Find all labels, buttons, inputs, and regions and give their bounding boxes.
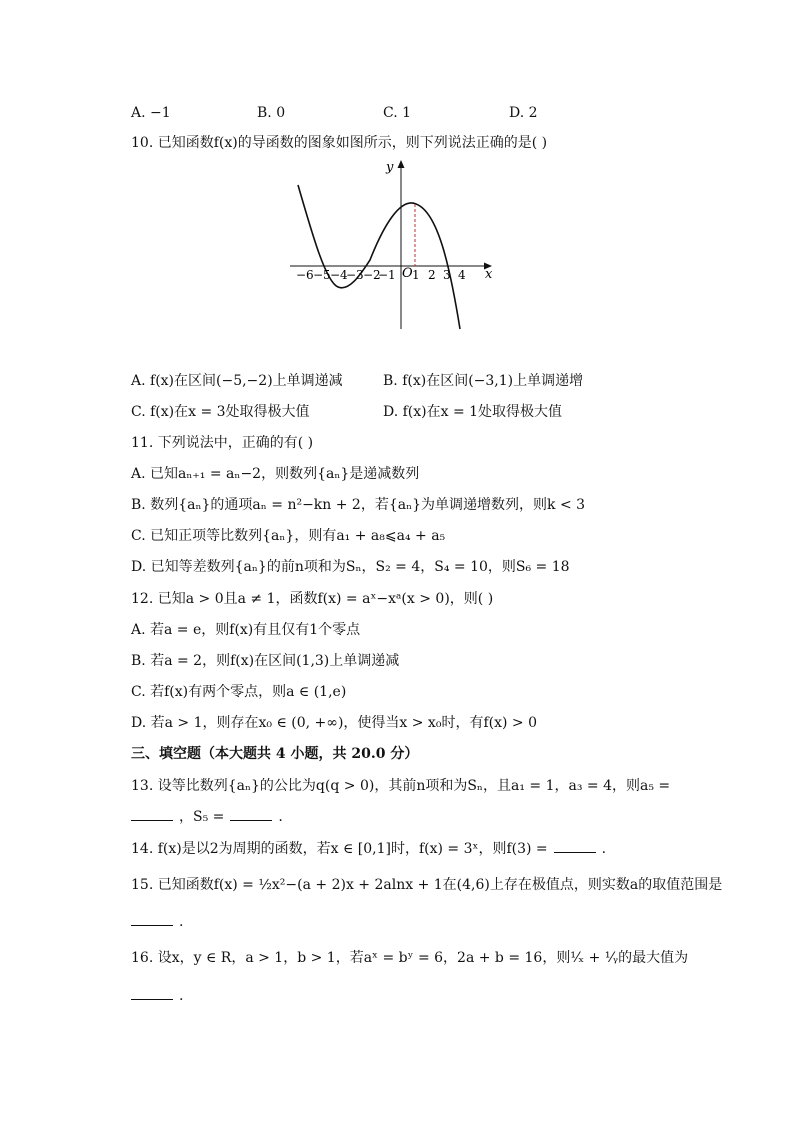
y-axis-label: y bbox=[386, 160, 394, 175]
q10-stem: 10. 已知函数f(x)的导函数的图象如图所示，则下列说法正确的是( ) bbox=[131, 135, 548, 151]
q15-end: . bbox=[179, 914, 184, 930]
tick-label: −3 bbox=[346, 268, 364, 282]
q14-end: . bbox=[601, 841, 607, 857]
q11-option-a: A. 已知aₙ₊₁ = aₙ−2，则数列{aₙ}是递减数列 bbox=[131, 466, 420, 482]
q14-blank[interactable] bbox=[554, 840, 596, 853]
tick-label: −5 bbox=[313, 268, 331, 282]
q13-mid: ，S₅ = bbox=[179, 809, 225, 825]
q11-option-c: C. 已知正项等比数列{aₙ}，则有a₁ + a₈⩽a₄ + a₅ bbox=[131, 528, 446, 544]
q11-option-b: B. 数列{aₙ}的通项aₙ = n²−kn + 2，若{aₙ}为单调递增数列，则k < 3 bbox=[131, 497, 586, 513]
q9-option-a: A. −1 bbox=[131, 105, 171, 121]
tick-label: −2 bbox=[363, 268, 381, 282]
q12-stem: 12. 已知a > 0且a ≠ 1，函数f(x) = aˣ−xᵃ(x > 0)，则( ) bbox=[131, 591, 494, 607]
q12-option-d: D. 若a > 1，则存在x₀ ∈ (0, +∞)，使得当x > x₀时，有f(x) > 0 bbox=[131, 715, 537, 731]
q16-line2 bbox=[131, 987, 183, 1005]
tick-label: 3 bbox=[443, 268, 451, 282]
q16-line1 bbox=[131, 949, 688, 967]
tick-label: −1 bbox=[378, 268, 396, 282]
q12-option-c: C. 若f(x)有两个零点，则a ∈ (1,e) bbox=[131, 684, 347, 700]
q16-end: . bbox=[179, 988, 184, 1004]
q9-option-d: D. 2 bbox=[509, 105, 538, 121]
q14-line bbox=[131, 840, 606, 858]
q15-blank[interactable] bbox=[131, 913, 173, 926]
q10-option-d: D. f(x)在x = 1处取得极大值 bbox=[383, 404, 563, 420]
tick-label: −4 bbox=[330, 268, 348, 282]
q10-option-a: A. f(x)在区间(−5,−2)上单调递减 bbox=[131, 373, 343, 389]
q15-line1 bbox=[131, 876, 722, 894]
q13-end: . bbox=[278, 809, 283, 825]
q11-option-d: D. 已知等差数列{aₙ}的前n项和为Sₙ，S₂ = 4，S₄ = 10，则S₆ = 18 bbox=[131, 559, 570, 575]
q13-text: 13. 设等比数列{aₙ}的公比为q(q > 0)，其前n项和为Sₙ，且a₁ = 1，a₃ = 4，则a₅ = bbox=[131, 778, 671, 794]
q12-option-a: A. 若a = e，则f(x)有且仅有1个零点 bbox=[131, 622, 361, 638]
q12-option-b: B. 若a = 2，则f(x)在区间(1,3)上单调递减 bbox=[131, 653, 400, 669]
q9-option-c: C. 1 bbox=[383, 105, 412, 121]
q10-option-c: C. f(x)在x = 3处取得极大值 bbox=[131, 404, 310, 420]
q10-option-b: B. f(x)在区间(−3,1)上单调递增 bbox=[383, 373, 584, 389]
tick-label: −6 bbox=[296, 268, 314, 282]
q13-line1 bbox=[131, 777, 670, 795]
q13-line2 bbox=[131, 808, 283, 826]
q13-blank-a5[interactable] bbox=[131, 808, 173, 821]
q14-text: 14. f(x)是以2为周期的函数，若x ∈ [0,1]时，f(x) = 3ˣ，则f(3) = bbox=[131, 841, 548, 857]
derivative-graph bbox=[288, 157, 508, 332]
y-axis-arrow-icon bbox=[398, 160, 405, 168]
q15-text: 15. 已知函数f(x) = ½x²−(a + 2)x + 2alnx + 1在(4,6)上存在极值点，则实数a的取值范围是 bbox=[131, 877, 723, 893]
origin-label: O bbox=[402, 266, 413, 281]
q11-stem: 11. 下列说法中，正确的有( ) bbox=[131, 435, 314, 451]
q15-line2 bbox=[131, 913, 183, 931]
q13-blank-s5[interactable] bbox=[230, 808, 272, 821]
q9-option-b: B. 0 bbox=[257, 105, 286, 121]
tick-label: 4 bbox=[458, 268, 466, 282]
q16-blank[interactable] bbox=[131, 987, 173, 1000]
section-header: 三、填空题（本大题共 4 小题，共 20.0 分） bbox=[131, 746, 419, 762]
tick-label: 2 bbox=[428, 268, 436, 282]
q16-text: 16. 设x，y ∈ R，a > 1，b > 1，若aˣ = bʸ = 6，2a + b = 16，则¹⁄ₓ + ¹⁄ᵧ的最大值为 bbox=[131, 950, 689, 966]
x-axis-label: x bbox=[485, 267, 493, 282]
tick-label: 1 bbox=[412, 268, 420, 282]
derivative-curve bbox=[298, 185, 460, 329]
